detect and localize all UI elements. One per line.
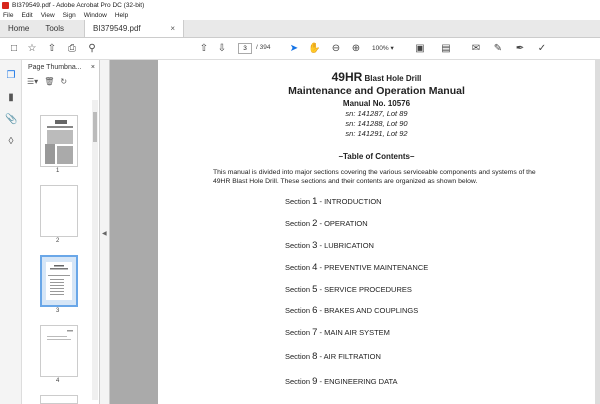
- hand-tool-icon[interactable]: ✋: [308, 43, 321, 54]
- toc-heading: –Table of Contents–: [338, 152, 415, 161]
- toc-section-9[interactable]: [285, 376, 398, 387]
- menu-file[interactable]: File: [3, 11, 14, 19]
- select-cursor-icon[interactable]: ➤: [289, 43, 299, 54]
- tab-tools[interactable]: Tools: [45, 24, 65, 33]
- section-name: - AIR FILTRATION: [317, 352, 381, 361]
- close-panel-icon[interactable]: ×: [90, 63, 95, 71]
- page-thumbnail[interactable]: [40, 325, 78, 377]
- upload-icon[interactable]: ⇧: [47, 43, 57, 54]
- page-thumbnail[interactable]: [40, 185, 78, 237]
- scroll-mode-icon[interactable]: ▤: [441, 43, 451, 54]
- section-prefix: Section: [285, 263, 313, 272]
- page-thumbnail[interactable]: [40, 395, 78, 404]
- panel-scrollbar-thumb[interactable]: [93, 112, 97, 142]
- page-thumbnails-icon[interactable]: ❐: [6, 70, 16, 81]
- section-number: 7: [312, 327, 318, 338]
- sign-icon[interactable]: ✓: [537, 43, 547, 54]
- serial-number-3: sn: 141291, Lot 92: [345, 129, 408, 138]
- toc-section-1[interactable]: [285, 196, 382, 207]
- doc-title: [158, 70, 595, 84]
- intro-paragraph: This manual is divided into major sections covering the various serviceable components and systems of the 49HR Blast Hole Drill. These sections and their contents are organized as shown below.: [213, 169, 536, 185]
- document-viewer: [110, 60, 600, 404]
- page-thumbnail[interactable]: [40, 115, 78, 167]
- panel-tools: [22, 74, 99, 88]
- tab-document-label: BI379549.pdf: [93, 24, 141, 33]
- document-scrollbar[interactable]: [595, 60, 600, 404]
- section-prefix: Section: [285, 306, 313, 315]
- draw-icon[interactable]: ✒: [515, 43, 525, 54]
- section-name: - LUBRICATION: [317, 241, 374, 250]
- bookmark-star-icon[interactable]: ☆: [27, 43, 37, 54]
- tab-document[interactable]: [84, 20, 184, 37]
- toc-section-2[interactable]: [285, 218, 368, 229]
- section-number: 6: [312, 305, 318, 316]
- section-name: - SERVICE PROCEDURES: [317, 285, 412, 294]
- menu-sign[interactable]: Sign: [62, 11, 76, 19]
- toc-section-3[interactable]: [285, 240, 374, 251]
- collapse-arrow-icon: ◀: [102, 231, 107, 237]
- menu-view[interactable]: View: [40, 11, 55, 19]
- panel-title: Page Thumbna...: [28, 63, 82, 71]
- section-prefix: Section: [285, 241, 313, 250]
- section-number: 4: [312, 262, 318, 273]
- close-tab-icon[interactable]: ×: [170, 24, 176, 33]
- section-prefix: Section: [285, 328, 313, 337]
- delete-icon[interactable]: 🗑: [44, 76, 55, 86]
- attachments-icon[interactable]: 📎: [5, 114, 18, 125]
- section-name: - ENGINEERING DATA: [317, 377, 398, 386]
- thumbnail-text-preview: [42, 257, 76, 305]
- section-prefix: Section: [285, 197, 313, 206]
- document-page: [158, 60, 595, 404]
- search-icon[interactable]: ⚲: [88, 43, 96, 54]
- section-number: 8: [312, 351, 318, 362]
- page-total: / 394: [256, 44, 271, 51]
- section-prefix: Section: [285, 352, 313, 361]
- thumbnail-page-number: 2: [56, 238, 60, 244]
- zoom-level-value: 100%: [372, 45, 389, 52]
- section-name: - MAIN AIR SYSTEM: [317, 328, 390, 337]
- next-page-icon[interactable]: ⇩: [217, 43, 227, 54]
- navigation-strip: [0, 60, 22, 404]
- page-number-input[interactable]: 3: [238, 43, 252, 54]
- toc-section-6[interactable]: [285, 305, 418, 316]
- zoom-in-icon[interactable]: ⊕: [351, 43, 361, 54]
- chevron-down-icon: ▾: [390, 45, 394, 52]
- tab-bar: [0, 20, 600, 38]
- print-icon[interactable]: ⎙: [68, 43, 76, 54]
- section-number: 3: [312, 240, 318, 251]
- window-title: BI379549.pdf - Adobe Acrobat Pro DC (32-bit): [12, 1, 145, 9]
- comment-icon[interactable]: ✉: [471, 43, 481, 54]
- title-bar: [0, 0, 600, 10]
- section-prefix: Section: [285, 377, 313, 386]
- options-menu-icon[interactable]: ☰▾: [27, 76, 39, 86]
- tab-home[interactable]: Home: [8, 24, 30, 33]
- layers-icon[interactable]: ◊: [8, 136, 14, 147]
- serial-number-1: sn: 141287, Lot 89: [345, 109, 408, 118]
- zoom-level-select[interactable]: [372, 43, 404, 54]
- panel-header: [22, 60, 99, 74]
- section-name: - BRAKES AND COUPLINGS: [317, 306, 419, 315]
- section-name: - INTRODUCTION: [317, 197, 382, 206]
- toc-section-5[interactable]: [285, 284, 412, 295]
- menu-edit[interactable]: Edit: [21, 11, 33, 19]
- highlight-pen-icon[interactable]: ✎: [493, 43, 503, 54]
- section-number: 9: [312, 376, 318, 387]
- section-prefix: Section: [285, 219, 313, 228]
- section-prefix: Section: [285, 285, 313, 294]
- panel-scrollbar[interactable]: [92, 100, 98, 400]
- panel-collapse-handle[interactable]: [100, 60, 110, 404]
- thumbnail-text-preview: [41, 326, 77, 376]
- menu-window[interactable]: Window: [83, 11, 107, 19]
- doc-title-model: 49HR: [331, 70, 363, 84]
- rotate-icon[interactable]: ↻: [60, 76, 68, 86]
- toc-section-4[interactable]: [285, 262, 428, 273]
- section-name: - PREVENTIVE MAINTENANCE: [317, 263, 429, 272]
- thumbnail-cover-preview: [41, 116, 77, 166]
- serial-number-2: sn: 141288, Lot 90: [345, 119, 408, 128]
- bookmarks-icon[interactable]: ▮: [8, 92, 14, 103]
- section-number: 2: [312, 218, 318, 229]
- toc-section-7[interactable]: [285, 327, 390, 338]
- thumbnail-page-number: 3: [56, 308, 60, 314]
- fit-page-icon[interactable]: ▣: [415, 43, 425, 54]
- thumbnails-panel: [22, 60, 100, 404]
- section-number: 5: [312, 284, 318, 295]
- zoom-out-icon[interactable]: ⊖: [331, 43, 341, 54]
- acrobat-icon: [2, 2, 9, 9]
- menu-help[interactable]: Help: [114, 11, 129, 19]
- page-thumbnail-selected[interactable]: [40, 255, 78, 307]
- toc-section-8[interactable]: [285, 351, 381, 362]
- section-number: 1: [312, 196, 318, 207]
- main-toolbar: [0, 38, 600, 60]
- doc-title-product: Blast Hole Drill: [362, 74, 422, 83]
- manual-number: Manual No. 10576: [342, 99, 411, 108]
- save-icon[interactable]: □: [10, 43, 18, 54]
- doc-subtitle: Maintenance and Operation Manual: [288, 85, 465, 97]
- menu-bar: [0, 10, 600, 20]
- previous-page-icon[interactable]: ⇧: [199, 43, 209, 54]
- thumbnail-page-number: 1: [56, 168, 60, 174]
- section-name: - OPERATION: [317, 219, 368, 228]
- thumbnail-page-number: 4: [56, 378, 60, 384]
